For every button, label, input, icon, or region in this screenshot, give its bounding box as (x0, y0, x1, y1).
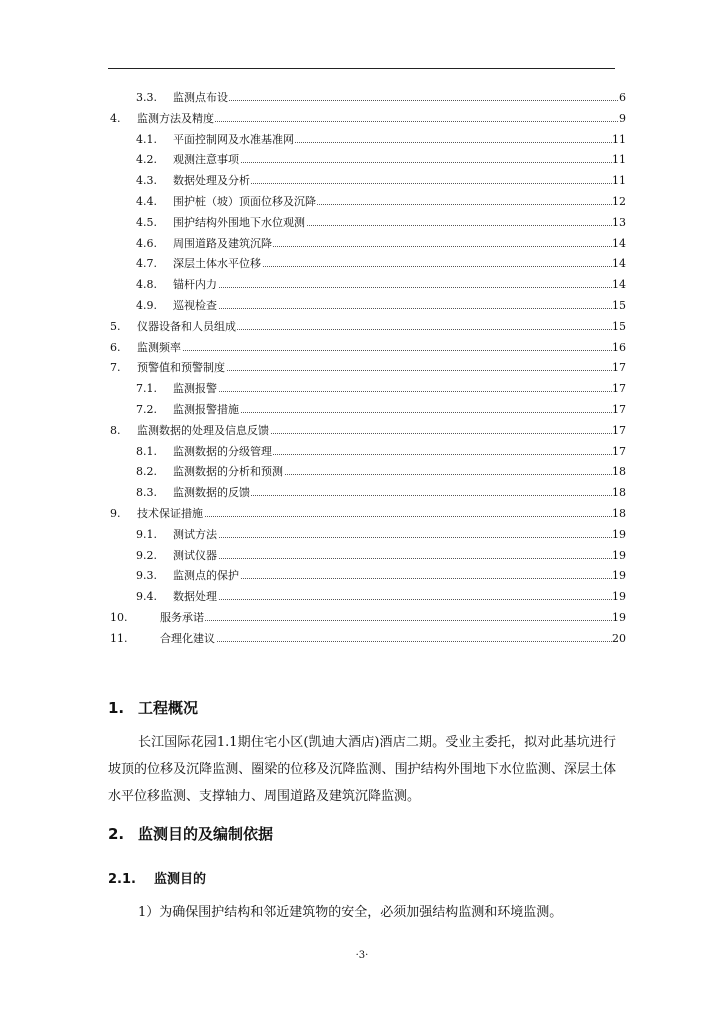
toc-entry-page: 19 (612, 525, 626, 545)
toc-entry-number: 7.1. (136, 382, 157, 396)
toc-entry-title: 预警值和预警制度 (137, 358, 226, 378)
toc-entry-number: 4. (110, 111, 121, 125)
toc-entry-title: 监测数据的分析和预测 (173, 462, 284, 482)
toc-entry-title: 深层土体水平位移 (173, 254, 262, 274)
toc-entry-number: 6. (110, 340, 121, 354)
page-number: ·3· (355, 950, 369, 961)
section-2-heading (108, 823, 273, 844)
toc-entry[interactable] (136, 275, 626, 295)
toc-entry-page: 17 (612, 358, 626, 378)
toc-entry-title: 监测点的保护 (173, 566, 240, 586)
toc-entry-number: 8.2. (136, 465, 157, 479)
toc-entry[interactable] (136, 130, 626, 150)
toc-entry-title: 合理化建议 (160, 629, 216, 649)
toc-entry-number: 9.2. (136, 548, 157, 562)
toc-leader-dots (173, 537, 626, 538)
toc-entry-title: 监测频率 (137, 338, 182, 358)
toc-leader-dots (173, 100, 626, 101)
toc-entry-page: 16 (612, 338, 626, 358)
toc-entry-page: 14 (612, 275, 626, 295)
toc-entry-title: 监测数据的反馈 (173, 483, 251, 503)
toc-entry-number: 4.4. (136, 195, 157, 208)
toc-entry-page: 15 (612, 296, 626, 316)
toc-entry-title: 周围道路及建筑沉降 (173, 234, 273, 254)
toc-entry[interactable] (136, 566, 626, 586)
toc-entry-page: 14 (612, 254, 626, 274)
toc-entry-title: 监测方法及精度 (137, 109, 215, 129)
toc-entry[interactable] (110, 629, 626, 649)
toc-entry-number: 9. (110, 507, 121, 520)
toc-leader-dots (173, 287, 626, 288)
toc-leader-dots (173, 391, 626, 392)
toc-entry-title: 仪器设备和人员组成 (137, 317, 237, 337)
toc-entry-page: 15 (612, 317, 626, 337)
toc-entry[interactable] (136, 483, 626, 503)
header-rule (108, 68, 615, 69)
toc-entry-title: 监测点布设 (173, 88, 229, 108)
section-2-1-number: 2.1. (108, 872, 136, 887)
toc-entry-page: 20 (612, 629, 626, 649)
toc-entry-title: 监测数据的分级管理 (173, 442, 273, 462)
toc-entry[interactable] (136, 88, 626, 108)
toc-entry[interactable] (136, 400, 626, 420)
toc-entry[interactable] (110, 504, 626, 524)
toc-entry-number: 4.5. (136, 215, 157, 229)
toc-entry-page: 17 (612, 421, 626, 441)
toc-entry-number: 11. (110, 631, 128, 645)
toc-entry-number: 7.2. (136, 403, 157, 416)
toc-entry-number: 9.3. (136, 569, 157, 583)
section-2-number: 2. (108, 825, 125, 843)
toc-entry-page: 11 (612, 130, 626, 150)
toc-entry-page: 19 (612, 566, 626, 586)
toc-entry-title: 围护桩（坡）顶面位移及沉降 (173, 192, 317, 212)
toc-entry[interactable] (110, 317, 626, 337)
toc-leader-dots (173, 578, 626, 579)
toc-entry-number: 10. (110, 611, 128, 624)
section-2-1-heading (108, 868, 206, 887)
toc-entry-title: 技术保证措施 (137, 504, 204, 524)
toc-entry-title: 数据处理及分析 (173, 171, 251, 191)
toc-entry[interactable] (136, 213, 626, 233)
toc-leader-dots (137, 350, 626, 351)
section-1-number: 1. (108, 699, 125, 717)
toc-entry-number: 4.1. (136, 132, 157, 146)
toc-leader-dots (173, 558, 626, 559)
section-1-heading (108, 697, 198, 718)
toc-entry-number: 8. (110, 423, 121, 437)
toc-leader-dots (137, 516, 626, 517)
toc-entry-page: 11 (612, 150, 626, 170)
toc-leader-dots (173, 162, 626, 163)
toc-entry-page: 18 (612, 483, 626, 503)
toc-entry-title: 围护结构外围地下水位观测 (173, 213, 306, 233)
toc-entry[interactable] (136, 546, 626, 566)
section-1-body: 长江国际花园1.1期住宅小区(凯迪大酒店)酒店二期。受业主委托，拟对此基坑进行坡顶的位移及沉降监测、圈梁的位移及沉降监测、围护结构外围地下水位监测、深层土体水平位移监测、支撑轴力、周围道路及建筑沉降监测。 (108, 735, 616, 804)
toc-entry-title: 观测注意事项 (173, 150, 240, 170)
toc-entry-page: 17 (612, 400, 626, 420)
toc-entry-number: 9.4. (136, 590, 157, 604)
toc-leader-dots (173, 599, 626, 600)
toc-entry-title: 平面控制网及水准基准网 (173, 130, 295, 150)
toc-entry[interactable] (136, 296, 626, 316)
toc-entry[interactable] (110, 421, 626, 441)
toc-entry-title: 监测报警 (173, 379, 218, 399)
toc-entry-page: 13 (612, 213, 626, 233)
toc-entry[interactable] (136, 587, 626, 607)
toc-leader-dots (173, 412, 626, 413)
toc-entry-number: 4.7. (136, 257, 157, 271)
toc-entry[interactable] (136, 442, 626, 462)
toc-entry-page: 19 (612, 608, 626, 628)
toc-entry[interactable] (136, 234, 626, 254)
toc-entry-number: 4.2. (136, 153, 157, 167)
section-2-title: 监测目的及编制依据 (138, 825, 274, 843)
toc-entry-page: 9 (619, 109, 626, 129)
toc-entry[interactable] (136, 379, 626, 399)
toc-entry-number: 9.1. (136, 527, 157, 541)
toc-entry[interactable] (110, 109, 626, 129)
toc-entry-page: 17 (612, 379, 626, 399)
toc-entry-number: 4.9. (136, 299, 157, 312)
purpose-item-1: 1）为确保围护结构和邻近建筑物的安全，必须加强结构监测和环境监测。 (138, 905, 563, 920)
toc-entry-number: 5. (110, 319, 121, 333)
toc-entry-title: 锚杆内力 (173, 275, 218, 295)
toc-entry[interactable] (110, 608, 626, 628)
toc-entry-page: 18 (612, 504, 626, 524)
toc-entry[interactable] (110, 338, 626, 358)
toc-entry-number: 4.6. (136, 236, 157, 250)
toc-entry-title: 数据处理 (173, 587, 218, 607)
toc-entry[interactable] (136, 525, 626, 545)
toc-entry-number: 8.1. (136, 444, 157, 458)
toc-entry-title: 测试方法 (173, 525, 218, 545)
section-2-1-title: 监测目的 (154, 872, 207, 887)
toc-entry-number: 4.3. (136, 174, 157, 188)
toc-entry-number: 8.3. (136, 486, 157, 500)
toc-entry-number: 3.3. (136, 91, 157, 104)
toc-entry[interactable] (136, 254, 626, 274)
toc-entry-number: 7. (110, 361, 121, 375)
toc-entry-title: 测试仪器 (173, 546, 218, 566)
toc-entry-page: 12 (612, 192, 626, 212)
toc-entry-title: 服务承诺 (160, 608, 205, 628)
toc-entry[interactable] (136, 192, 626, 212)
toc-entry[interactable] (110, 358, 626, 378)
toc-entry-number: 4.8. (136, 278, 157, 292)
section-1-title: 工程概况 (138, 699, 199, 717)
toc-entry-page: 19 (612, 587, 626, 607)
toc-entry[interactable] (136, 171, 626, 191)
toc-entry-page: 18 (612, 462, 626, 482)
toc-entry-title: 巡视检查 (173, 296, 218, 316)
toc-leader-dots (173, 308, 626, 309)
toc-entry-page: 17 (612, 442, 626, 462)
toc-entry-page: 14 (612, 234, 626, 254)
toc-entry[interactable] (136, 462, 626, 482)
toc-entry-page: 6 (619, 88, 626, 108)
toc-entry-title: 监测数据的处理及信息反馈 (137, 421, 270, 441)
toc-entry-page: 19 (612, 546, 626, 566)
toc-leader-dots (160, 641, 626, 642)
toc-leader-dots (160, 620, 626, 621)
toc-entry-title: 监测报警措施 (173, 400, 240, 420)
toc-entry-page: 11 (612, 171, 626, 191)
toc-entry[interactable] (136, 150, 626, 170)
